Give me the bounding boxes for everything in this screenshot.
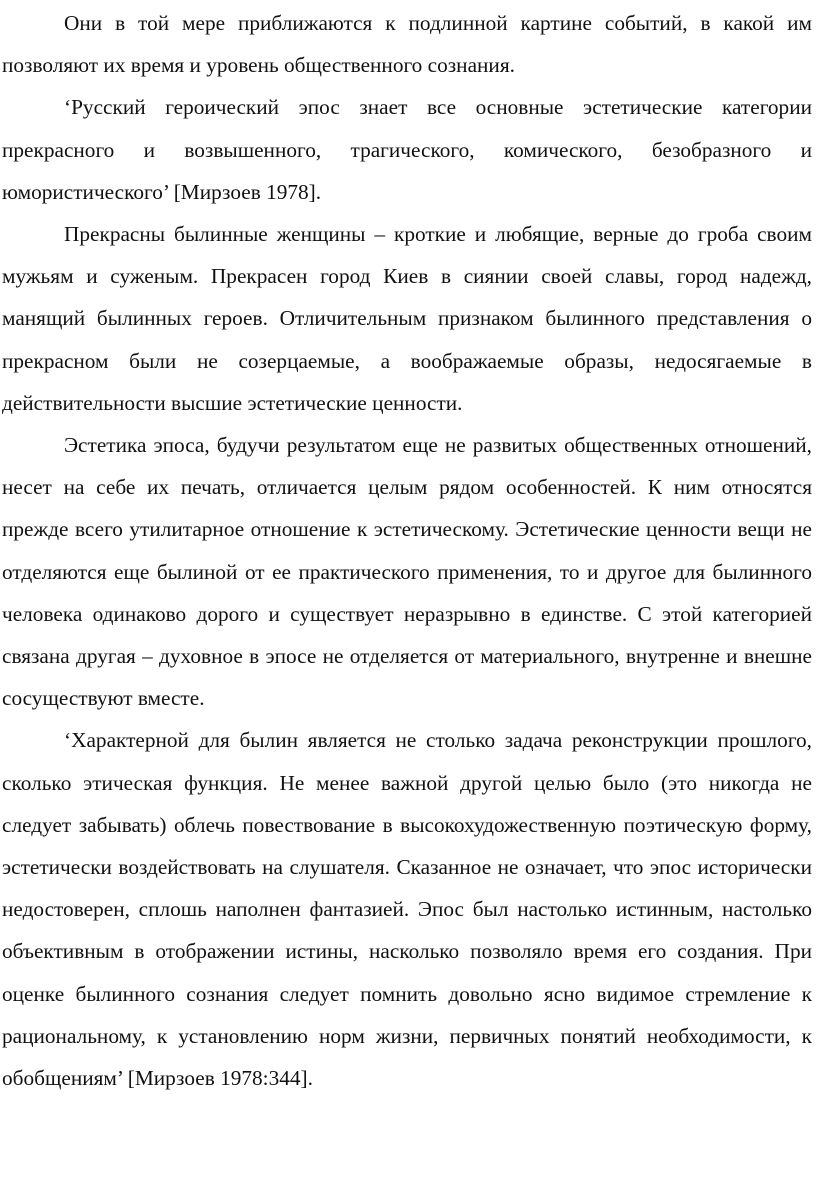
paragraph-4: Эстетика эпоса, будучи результатом еще не развитых общественных отношений, несет на себе их печать, отличается целым рядом особенностей. К ним относятся прежде всего утилитарное отношение к эстетическому. Эстетические ценности вещи не отделяются еще былиной от ее практического применения, то и другое для былинного человека одинаково дорого и существует неразрывно в единстве. С этой категорией связана другая – духовное в эпосе не отделяется от материального, внутренне и внешне сосуществуют вместе.: [2, 433, 812, 711]
paragraph-1: Они в той мере приближаются к подлинной картине событий, в какой им позволяют их время и уровень общественного сознания.: [2, 11, 812, 78]
paragraph-3: Прекрасны былинные женщины – кроткие и любящие, верные до гроба своим мужьям и суженым. Прекрасен город Киев в сиянии своей славы, город надежд, манящий былинных героев. Отличительным признаком былинного представления о прекрасном были не созерцаемые, а воображаемые образы, недосягаемые в действительности высшие эстетические ценности.: [2, 222, 812, 415]
paragraph-5: ‘Характерной для былин является не столько задача реконструкции прошлого, сколько этическая функция. Не менее важной другой целью было (это никогда не следует забывать) облечь повествование в высокохудожественную поэтическую форму, эстетически воздействовать на слушателя. Сказанное не означает, что эпос исторически недостоверен, сплошь наполнен фантазией. Эпос был настолько истинным, настолько объективным в отображении истины, насколько позволяло время его создания. При оценке былинного сознания следует помнить довольно ясно видимое стремление к рациональному, к установлению норм жизни, первичных понятий необходимости, к обобщениям’ [Мирзоев 1978:344].: [2, 728, 812, 1091]
paragraph-2: ‘Русский героический эпос знает все основные эстетические категории прекрасного и возвышенного, трагического, комического, безобразного и юмористического’ [Мирзоев 1978].: [2, 95, 812, 204]
